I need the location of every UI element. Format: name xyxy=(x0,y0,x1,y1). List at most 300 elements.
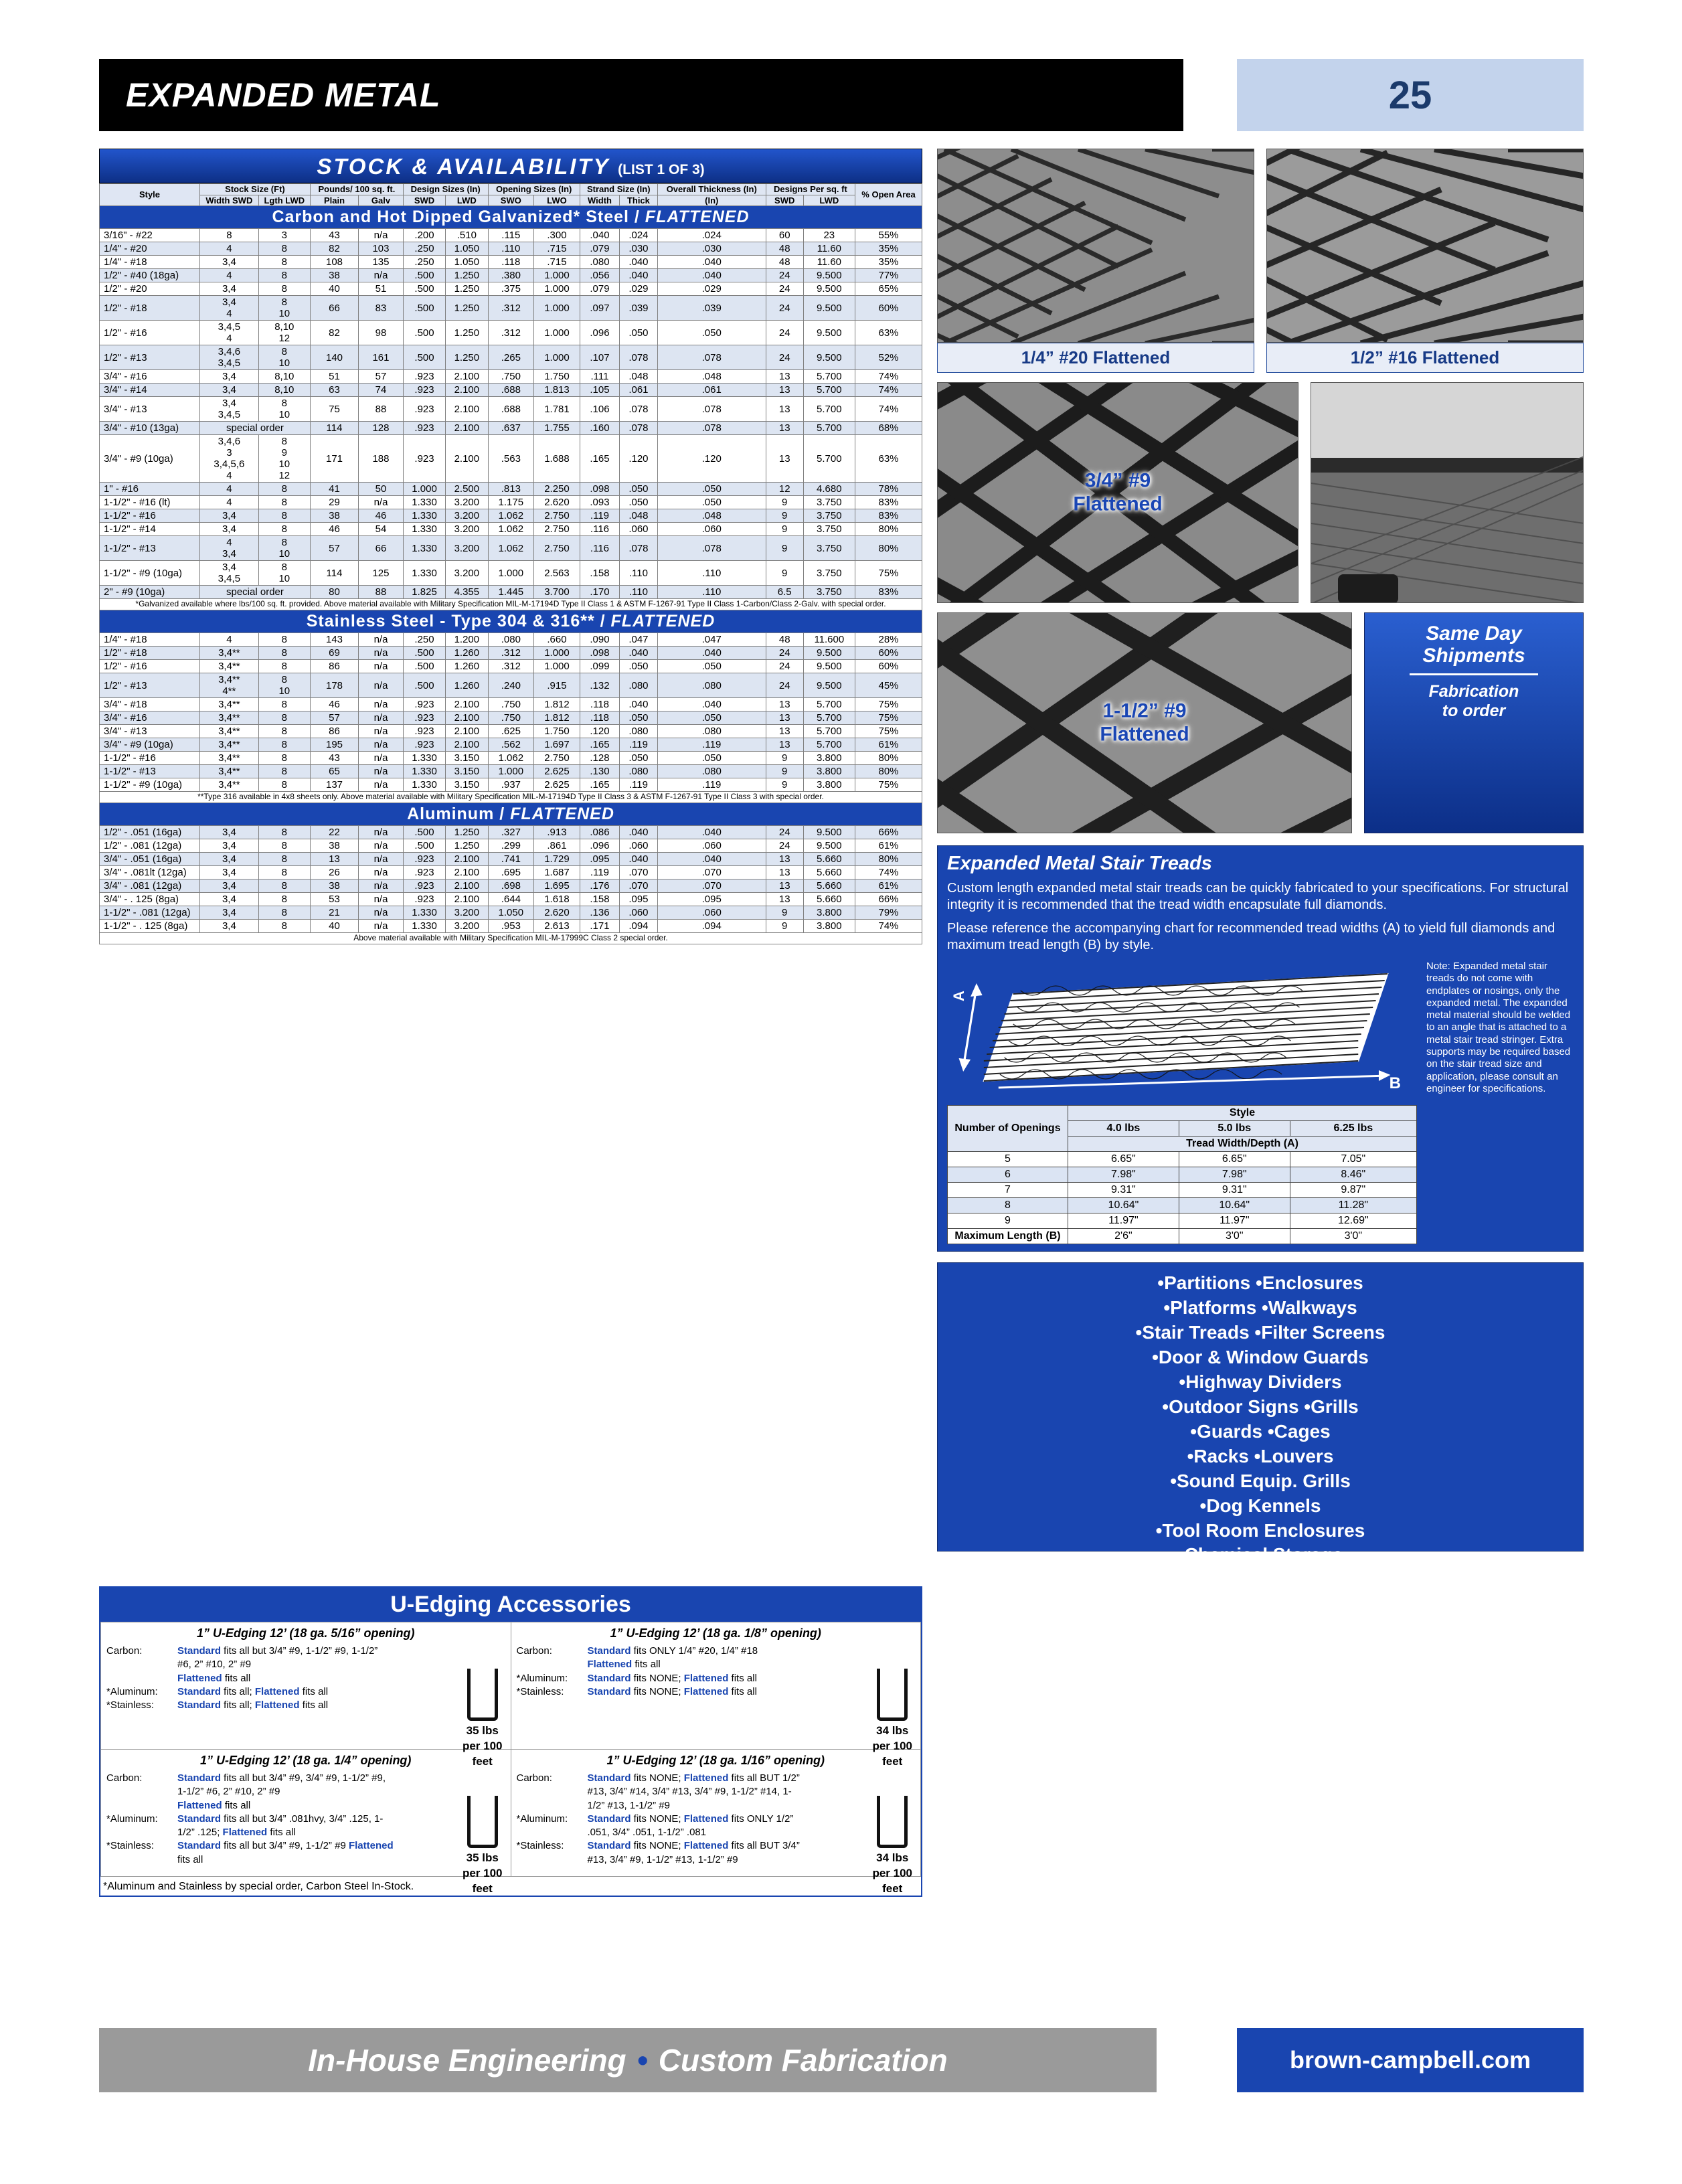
cell-value: 48 xyxy=(766,256,803,269)
cell-value: .510 xyxy=(446,229,488,242)
cell-style: 3/4" - .081lt (12ga) xyxy=(100,865,200,879)
cell-value: 3.800 xyxy=(803,906,855,919)
cell-value: 43 xyxy=(310,229,358,242)
cell-value: 1.330 xyxy=(403,536,445,561)
cell-style: 1-1/2" - #16 (lt) xyxy=(100,496,200,509)
cell-value: 1.000 xyxy=(534,296,580,321)
cell-value: 61% xyxy=(855,738,922,752)
cell-value: 13 xyxy=(766,435,803,483)
application-item: •Door & Window Guards xyxy=(1152,1346,1369,1367)
cell-style: 1/4" - #18 xyxy=(100,633,200,647)
cell-value: 8 xyxy=(258,778,310,792)
cell-value: 3,4 3,4,5 xyxy=(200,397,259,422)
u-edging-line-text: Flattened fits all xyxy=(587,1659,661,1671)
cell-value: 8 10 xyxy=(258,397,310,422)
tread-cell: 7.98" xyxy=(1179,1167,1290,1183)
cell-value: .110 xyxy=(620,586,658,599)
u-edging-weight-text: 34 lbs per 100 feet xyxy=(872,1724,912,1768)
cell-value: 1.618 xyxy=(534,892,580,906)
cell-value: 80% xyxy=(855,765,922,778)
cell-value: 1.050 xyxy=(488,906,534,919)
cell-value: 125 xyxy=(359,561,404,586)
cell-value: 38 xyxy=(310,269,358,282)
group-pounds: Pounds/ 100 sq. ft. xyxy=(310,184,403,195)
cell-value: 52% xyxy=(855,345,922,370)
cell-value: 13 xyxy=(766,865,803,879)
cell-value: 8 xyxy=(258,509,310,523)
cell-value: 3,4 xyxy=(200,852,259,865)
cell-value: 2.750 xyxy=(534,509,580,523)
cell-value: 80% xyxy=(855,523,922,536)
cell-value: 63 xyxy=(310,384,358,397)
tread-cell: 11.28" xyxy=(1290,1198,1416,1213)
cell-value: .923 xyxy=(403,711,445,725)
cell-value: n/a xyxy=(359,906,404,919)
cell-value: 9.500 xyxy=(803,647,855,660)
cell-value: 57 xyxy=(310,536,358,561)
cell-value: 1.330 xyxy=(403,765,445,778)
cell-value: 3,4 3,4,5 xyxy=(200,561,259,586)
u-edging-line-label: Carbon: xyxy=(516,1645,552,1657)
cell-value: 3,4 xyxy=(200,370,259,384)
cell-value: .299 xyxy=(488,839,534,852)
cell-value: .080 xyxy=(657,765,766,778)
cell-value: .715 xyxy=(534,256,580,269)
cell-value: 3.750 xyxy=(803,536,855,561)
tread-subheader: Tread Width/Depth (A) xyxy=(1068,1137,1417,1152)
cell-value: 2.100 xyxy=(446,422,488,435)
cell-value: 9 xyxy=(766,778,803,792)
cell-value: .953 xyxy=(488,919,534,932)
cell-value: 8 xyxy=(258,738,310,752)
cell-value: 3,4 xyxy=(200,509,259,523)
table-row xyxy=(100,509,922,523)
cell-value: .688 xyxy=(488,384,534,397)
cell-value: n/a xyxy=(359,698,404,711)
cell-value: 8 xyxy=(258,496,310,509)
group-opening-sizes: Opening Sizes (In) xyxy=(488,184,580,195)
cell-value: .861 xyxy=(534,839,580,852)
cell-value: .119 xyxy=(657,778,766,792)
cell-value: 4 xyxy=(200,269,259,282)
cell-style: 1-1/2" - #16 xyxy=(100,752,200,765)
cell-value: .086 xyxy=(580,825,619,839)
cell-value: 1.260 xyxy=(446,660,488,673)
cell-value: 1.250 xyxy=(446,269,488,282)
cell-style: 1-1/2" - #9 (10ga) xyxy=(100,561,200,586)
cell-value: 1.250 xyxy=(446,825,488,839)
table-row xyxy=(100,586,922,599)
cell-value: .171 xyxy=(580,919,619,932)
cell-value: .695 xyxy=(488,865,534,879)
cell-value: .040 xyxy=(657,825,766,839)
application-item: •Platforms •Walkways xyxy=(1163,1296,1357,1318)
table-row xyxy=(100,919,922,932)
cell-value: 38 xyxy=(310,839,358,852)
table-row xyxy=(100,879,922,892)
cell-value: 3,4** xyxy=(200,752,259,765)
tread-row xyxy=(948,1213,1417,1229)
stair-treads-note: Note: Expanded metal stair treads do not come with endplates or nosings, only the expanded metal. The expanded metal material should be welded to an angle that is attached to a metal stair tread stringer. Extra supports may be required based on the stair tread size and application, please consult an engineer for specifications. xyxy=(1426,960,1571,1094)
cell-value: .118 xyxy=(580,711,619,725)
u-edging-panel xyxy=(99,1586,922,1897)
spec-table xyxy=(99,183,922,944)
table-row xyxy=(100,825,922,839)
cell-value: 4 xyxy=(200,633,259,647)
cell-value: 8 xyxy=(258,725,310,738)
spec-section-label: Aluminum / FLATTENED xyxy=(100,803,922,825)
table-row xyxy=(100,496,922,509)
cell-value: .050 xyxy=(620,496,658,509)
u-edging-line-text: Standard fits all but 3/4” #9, 3/4” #9, 1-1/2” #9, 1-1/2” #6, 2” #10, 2” #9 xyxy=(177,1772,386,1798)
cell-value: 8 xyxy=(258,865,310,879)
tread-row xyxy=(948,1183,1417,1198)
tread-cell: 9 xyxy=(948,1213,1068,1229)
cell-value: .090 xyxy=(580,633,619,647)
cell-value: 24 xyxy=(766,269,803,282)
cell-value: .110 xyxy=(488,242,534,256)
cell-style: 3/4" - #13 xyxy=(100,397,200,422)
cell-value: .111 xyxy=(580,370,619,384)
cell-value: 3,4 xyxy=(200,384,259,397)
table-row xyxy=(100,673,922,698)
spec-section-footnote-row xyxy=(100,599,922,610)
cell-value: 3,4** xyxy=(200,778,259,792)
col-designs-swd: SWD xyxy=(766,195,803,206)
cell-value: 2.750 xyxy=(534,536,580,561)
cell-value: .107 xyxy=(580,345,619,370)
table-row xyxy=(100,647,922,660)
cell-value: 3.200 xyxy=(446,919,488,932)
cell-value: .119 xyxy=(580,865,619,879)
cell-value: .040 xyxy=(657,647,766,660)
cell-value: .923 xyxy=(403,397,445,422)
cell-value: 63% xyxy=(855,321,922,345)
cell-value: .040 xyxy=(657,269,766,282)
cell-value: 5.660 xyxy=(803,879,855,892)
cell-value: 1.445 xyxy=(488,586,534,599)
page-header xyxy=(99,59,1584,131)
cell-value: 1.750 xyxy=(534,370,580,384)
cell-value: 13 xyxy=(766,384,803,397)
cell-value: .048 xyxy=(620,370,658,384)
cell-value: 21 xyxy=(310,906,358,919)
u-edging-line-label xyxy=(517,1658,584,1671)
table-row xyxy=(100,523,922,536)
u-edging-line xyxy=(106,1813,394,1840)
cell-value: 61% xyxy=(855,839,922,852)
cell-value: .040 xyxy=(620,269,658,282)
u-edging-line-label xyxy=(106,1799,173,1813)
u-edging-row xyxy=(101,1750,921,1877)
u-edging-line-text: Standard fits NONE; Flattened fits all BUT 1/2” #13, 3/4” #14, 3/4” #13, 3/4” #9, 1-1/2” #14, 1-1/2” #13, 1-1/2” #9 xyxy=(587,1772,800,1811)
cell-value: 1.330 xyxy=(403,509,445,523)
cell-value: 9.500 xyxy=(803,282,855,296)
cell-value: 1.687 xyxy=(534,865,580,879)
photo-caption-quarter-20: 1/4” #20 Flattened xyxy=(937,343,1254,373)
cell-value: .118 xyxy=(488,256,534,269)
cell-value: 75% xyxy=(855,561,922,586)
cell-value: 1.000 xyxy=(534,647,580,660)
cell-value: 3,4 xyxy=(200,523,259,536)
cell-value: 9 xyxy=(766,523,803,536)
cell-value: .056 xyxy=(580,269,619,282)
same-day-divider xyxy=(1410,673,1538,675)
cell-value: 77% xyxy=(855,269,922,282)
footer-website[interactable]: brown-campbell.com xyxy=(1237,2028,1584,2092)
u-edging-line xyxy=(517,1645,804,1658)
stair-treads-paragraph-1: Custom length expanded metal stair treads can be quickly fabricated to your specifications. For structural integrity it is recommended that the tread width encapsulate full diamonds. xyxy=(947,881,1569,912)
cell-value: .625 xyxy=(488,725,534,738)
cell-value: 1.755 xyxy=(534,422,580,435)
cell-value: 2.100 xyxy=(446,435,488,483)
cell-value: 2.100 xyxy=(446,879,488,892)
cell-value: 54 xyxy=(359,523,404,536)
u-edging-weight xyxy=(462,1792,503,1897)
u-edging-line-label: *Aluminum: xyxy=(106,1685,158,1697)
col-strand-thick: Thick xyxy=(620,195,658,206)
cell-value: 3.750 xyxy=(803,586,855,599)
cell-value: .060 xyxy=(620,906,658,919)
u-edging-line xyxy=(517,1839,804,1867)
cell-value: 38 xyxy=(310,879,358,892)
tread-cell: 9.87" xyxy=(1290,1183,1416,1198)
u-edging-line-text: Standard fits all; Flattened fits all xyxy=(177,1685,329,1697)
cell-value: 83% xyxy=(855,586,922,599)
cell-value: 57 xyxy=(359,370,404,384)
cell-value: 60 xyxy=(766,229,803,242)
cell-value: 8 xyxy=(258,647,310,660)
cell-value: .070 xyxy=(620,865,658,879)
tread-width-table xyxy=(947,1105,1417,1244)
cell-value: 55% xyxy=(855,229,922,242)
cell-value: .040 xyxy=(657,698,766,711)
cell-style: 1/2" - #16 xyxy=(100,321,200,345)
col-designs-lwd: LWD xyxy=(803,195,855,206)
cell-value: 3,4 xyxy=(200,282,259,296)
cell-style: 1/2" - #20 xyxy=(100,282,200,296)
u-edging-line-text: Standard fits all; Flattened fits all xyxy=(177,1699,329,1711)
cell-value: 137 xyxy=(310,778,358,792)
cell-value: 1.330 xyxy=(403,496,445,509)
table-row xyxy=(100,711,922,725)
cell-value: 9 xyxy=(766,919,803,932)
u-edging-title: U-Edging Accessories xyxy=(100,1588,921,1622)
cell-value: 5.660 xyxy=(803,852,855,865)
stair-treads-body xyxy=(947,960,1574,1244)
cell-value: .115 xyxy=(488,229,534,242)
tread-row xyxy=(948,1198,1417,1213)
cell-value: .312 xyxy=(488,647,534,660)
u-edging-line-label: Carbon: xyxy=(106,1772,143,1784)
cell-value: 8 xyxy=(258,256,310,269)
cell-value: 3.200 xyxy=(446,561,488,586)
cell-value: 13 xyxy=(766,422,803,435)
cell-value: 2.100 xyxy=(446,852,488,865)
cell-value: 3,4 xyxy=(200,919,259,932)
u-edging-line-text: Flattened fits all xyxy=(177,1799,251,1811)
cell-value: 74 xyxy=(359,384,404,397)
cell-value: .110 xyxy=(620,561,658,586)
cell-value: .500 xyxy=(403,345,445,370)
cell-value: .923 xyxy=(403,422,445,435)
cell-value: n/a xyxy=(359,269,404,282)
cell-value: 69 xyxy=(310,647,358,660)
cell-value: .040 xyxy=(620,647,658,660)
col-design-lwd: LWD xyxy=(446,195,488,206)
cell-value: 82 xyxy=(310,242,358,256)
cell-value: 66 xyxy=(359,536,404,561)
u-edging-weight-text: 34 lbs per 100 feet xyxy=(872,1851,912,1895)
u-edging-line-text: Standard fits all but 3/4” .081hvy, 3/4” .125, 1-1/2” .125; Flattened fits all xyxy=(177,1813,384,1838)
cell-value: 9.500 xyxy=(803,673,855,698)
cell-value: 2.750 xyxy=(534,523,580,536)
cell-value: .923 xyxy=(403,435,445,483)
cell-value: n/a xyxy=(359,725,404,738)
cell-value: 9 xyxy=(766,536,803,561)
cell-value: 13 xyxy=(310,852,358,865)
u-edging-profile-icon xyxy=(467,1796,498,1848)
cell-value: 48 xyxy=(766,633,803,647)
cell-value: 9.500 xyxy=(803,269,855,282)
tread-row xyxy=(948,1152,1417,1167)
cell-value: .105 xyxy=(580,384,619,397)
cell-value: .644 xyxy=(488,892,534,906)
cell-value: 1.330 xyxy=(403,561,445,586)
cell-value: 5.700 xyxy=(803,435,855,483)
cell-value: 46 xyxy=(310,523,358,536)
cell-value: .095 xyxy=(580,852,619,865)
cell-value: 13 xyxy=(766,725,803,738)
cell-value: .265 xyxy=(488,345,534,370)
cell-value: 88 xyxy=(359,397,404,422)
photo-row-3 xyxy=(937,612,1584,833)
cell-value: .250 xyxy=(403,633,445,647)
cell-value: 1.050 xyxy=(446,242,488,256)
cell-value: 3.750 xyxy=(803,523,855,536)
cell-value: .050 xyxy=(657,483,766,496)
cell-value: 9 xyxy=(766,752,803,765)
cell-value: 1.750 xyxy=(534,725,580,738)
cell-value: .118 xyxy=(580,698,619,711)
cell-value: 3,4** xyxy=(200,647,259,660)
cell-value: 35% xyxy=(855,242,922,256)
cell-value: .923 xyxy=(403,384,445,397)
cell-value: .923 xyxy=(403,738,445,752)
tread-cell: 11.97" xyxy=(1179,1213,1290,1229)
cell-value: .040 xyxy=(620,256,658,269)
cell-value: 9 xyxy=(766,765,803,778)
cell-value: .375 xyxy=(488,282,534,296)
cell-value: 1.000 xyxy=(534,345,580,370)
table-row xyxy=(100,269,922,282)
cell-value: 8 10 xyxy=(258,536,310,561)
cell-value: .048 xyxy=(620,509,658,523)
cell-value: 2.100 xyxy=(446,384,488,397)
cell-value: 108 xyxy=(310,256,358,269)
tread-cell: 10.64" xyxy=(1068,1198,1179,1213)
cell-value: n/a xyxy=(359,852,404,865)
cell-value: 13 xyxy=(766,852,803,865)
cell-value: .024 xyxy=(620,229,658,242)
cell-value: 8 10 xyxy=(258,561,310,586)
cell-value: 2.625 xyxy=(534,765,580,778)
cell-value: 4.680 xyxy=(803,483,855,496)
tread-cell: 7.05" xyxy=(1290,1152,1416,1167)
cell-value: .119 xyxy=(657,738,766,752)
cell-value: .050 xyxy=(657,660,766,673)
cell-value: .047 xyxy=(620,633,658,647)
cell-style: 1/2" - #18 xyxy=(100,647,200,660)
same-day-line-4: to order xyxy=(1442,701,1506,720)
cell-style: 1/2" - #18 xyxy=(100,296,200,321)
same-day-line-1: Same Day xyxy=(1426,622,1522,645)
cell-value: .500 xyxy=(403,321,445,345)
u-edging-heading: 1” U-Edging 12’ (18 ga. 5/16” opening) xyxy=(197,1626,415,1640)
cell-value: 9.500 xyxy=(803,345,855,370)
cell-value: .030 xyxy=(620,242,658,256)
application-item: •Outdoor Signs •Grills xyxy=(1162,1396,1359,1417)
col-style: Style xyxy=(100,184,200,206)
cell-value: .039 xyxy=(620,296,658,321)
group-design-sizes: Design Sizes (In) xyxy=(403,184,488,195)
cell-value: .060 xyxy=(620,523,658,536)
cell-value: 8 10 xyxy=(258,296,310,321)
table-row xyxy=(100,242,922,256)
cell-value: .094 xyxy=(620,919,658,932)
cell-value: .312 xyxy=(488,296,534,321)
cell-value: .040 xyxy=(657,256,766,269)
cell-style: 3/4" - #10 (13ga) xyxy=(100,422,200,435)
u-edging-heading: 1” U-Edging 12’ (18 ga. 1/4” opening) xyxy=(200,1754,412,1767)
cell-value: 3,4 xyxy=(200,879,259,892)
cell-value: 66% xyxy=(855,892,922,906)
cell-value: .060 xyxy=(657,906,766,919)
u-edging-line-label: *Stainless: xyxy=(106,1840,154,1852)
cell-value: 24 xyxy=(766,839,803,852)
cell-value: 1.330 xyxy=(403,778,445,792)
cell-value: 1.729 xyxy=(534,852,580,865)
table-row xyxy=(100,345,922,370)
tread-style-40: 4.0 lbs xyxy=(1068,1121,1179,1137)
cell-value: 61% xyxy=(855,879,922,892)
page-footer xyxy=(99,2028,1584,2092)
cell-value: 8 9 10 12 xyxy=(258,435,310,483)
photo-overlay-threequarter-9: 3/4” #9 Flattened xyxy=(1073,469,1163,515)
u-edging-body xyxy=(516,1772,916,1895)
cell-value: .813 xyxy=(488,483,534,496)
cell-value: 9.500 xyxy=(803,825,855,839)
cell-value: .070 xyxy=(657,879,766,892)
cell-value: 3,4** xyxy=(200,738,259,752)
u-edging-line xyxy=(106,1839,394,1867)
stair-treads-panel xyxy=(937,845,1584,1252)
cell-value: 2.750 xyxy=(534,752,580,765)
tread-style-header: Style xyxy=(1068,1106,1417,1121)
cell-value: .078 xyxy=(620,422,658,435)
footer-tagline xyxy=(99,2028,1157,2092)
tread-cell: 12.69" xyxy=(1290,1213,1416,1229)
table-row xyxy=(100,778,922,792)
cell-value: 75% xyxy=(855,725,922,738)
u-edging-line-label xyxy=(106,1672,173,1685)
cell-value: .312 xyxy=(488,321,534,345)
cell-value: 8 10 xyxy=(258,673,310,698)
cell-value: .040 xyxy=(580,229,619,242)
cell-value: 1.688 xyxy=(534,435,580,483)
tread-cell: 9.31" xyxy=(1179,1183,1290,1198)
table-row xyxy=(100,256,922,269)
